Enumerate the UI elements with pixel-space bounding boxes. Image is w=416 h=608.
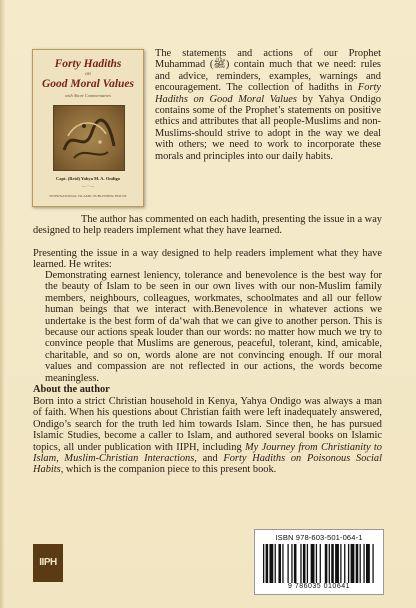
thumbnail-arabic-line: — ◦ — (81, 183, 95, 188)
barcode-icon (263, 544, 375, 583)
calligraphy-icon (54, 106, 124, 170)
thumbnail-publisher: INTERNATIONAL ISLAMIC PUBLISHING HOUSE (49, 194, 127, 198)
calligraphy-art (53, 105, 125, 171)
comment-paragraph: The author has commented on each hadith, presenting the issue in a way designed to help readers implement what they have learned. (33, 214, 382, 237)
barcode-number: 9 786035 010641 (288, 583, 350, 590)
spine-shadow (0, 0, 5, 608)
book-thumbnail (32, 49, 144, 207)
isbn-barcode-box (254, 529, 384, 595)
present-paragraph: Presenting the issue in a way designed to help readers implement what they have learned. He writes: (33, 248, 382, 271)
thumbnail-author: Capt. (Retd) Yahya M. A. Ondigo (55, 176, 121, 181)
about-author-paragraph: Born into a strict Christian household in Kenya, Yahya Ondigo was always a man of faith. When his questions about Christian faith were left inadequately answered, Ondigo’s search for the truth led him towards Islam. Since then, he has pursued Islamic Studies, become a caller to Islam, and authored several books on Islamic topics, all under publication with IIPH, including My Journey from Christianity to Islam, Muslim-Christian Interactions, and Forty Hadiths on Poisonous Social Habits, which is the companion piece to this present book. (33, 396, 383, 476)
about-book2: Forty Hadiths on Poisonous Social Habits (33, 453, 383, 476)
isbn-text: ISBN 978-603-501-064-1 (275, 533, 363, 542)
intro-book-title: Forty Hadiths on Good Moral Values (155, 82, 381, 105)
iiph-logo: IIPH (33, 544, 63, 582)
about-book1: My Journey from Christianity to Islam, Muslim-Christian Interactions, (33, 441, 382, 465)
thumbnail-title: Forty Hadiths on Good Moral Values (41, 58, 135, 90)
quote-paragraph: Demonstrating earnest leniency, tolerance and benevolence is the best way for the beauty of Islam to be seen in our own lives with our non-Muslim family members, neighbours, colleagues, workmates, schoolmates and all our fellow human beings that we interact with.Benevolence in whatever actions we undertake is the best form of da‘wah that we can give to another person. This is because our actions speak louder than our words: no matter how much we try to convince people that Muslims are generous, peaceful, tolerant, kind, amicable, charitable, and so on, words alone are not convincing enough. If our moral values and compassion are not reflected in our actions, the words become meaningless. (45, 270, 382, 384)
intro-paragraph: The statements and actions of our Prophet Muhammad (ﷺ) contain much that we need: rules and advice, reminders, examples, warnings and encouragement. The collection of hadiths in Forty Hadiths on Good Moral Values by Yahya Ondigo contains some of the Prophet’s statements on positive ethics and attributes that all people-Muslims and non-Muslims-should strive to adopt in the way we deal with others; we need to work to incorporate these morals and principles into our daily habits. (155, 48, 381, 162)
about-author-heading: About the author (33, 384, 110, 395)
thumbnail-subtitle: with Short Commentaries (64, 93, 111, 98)
